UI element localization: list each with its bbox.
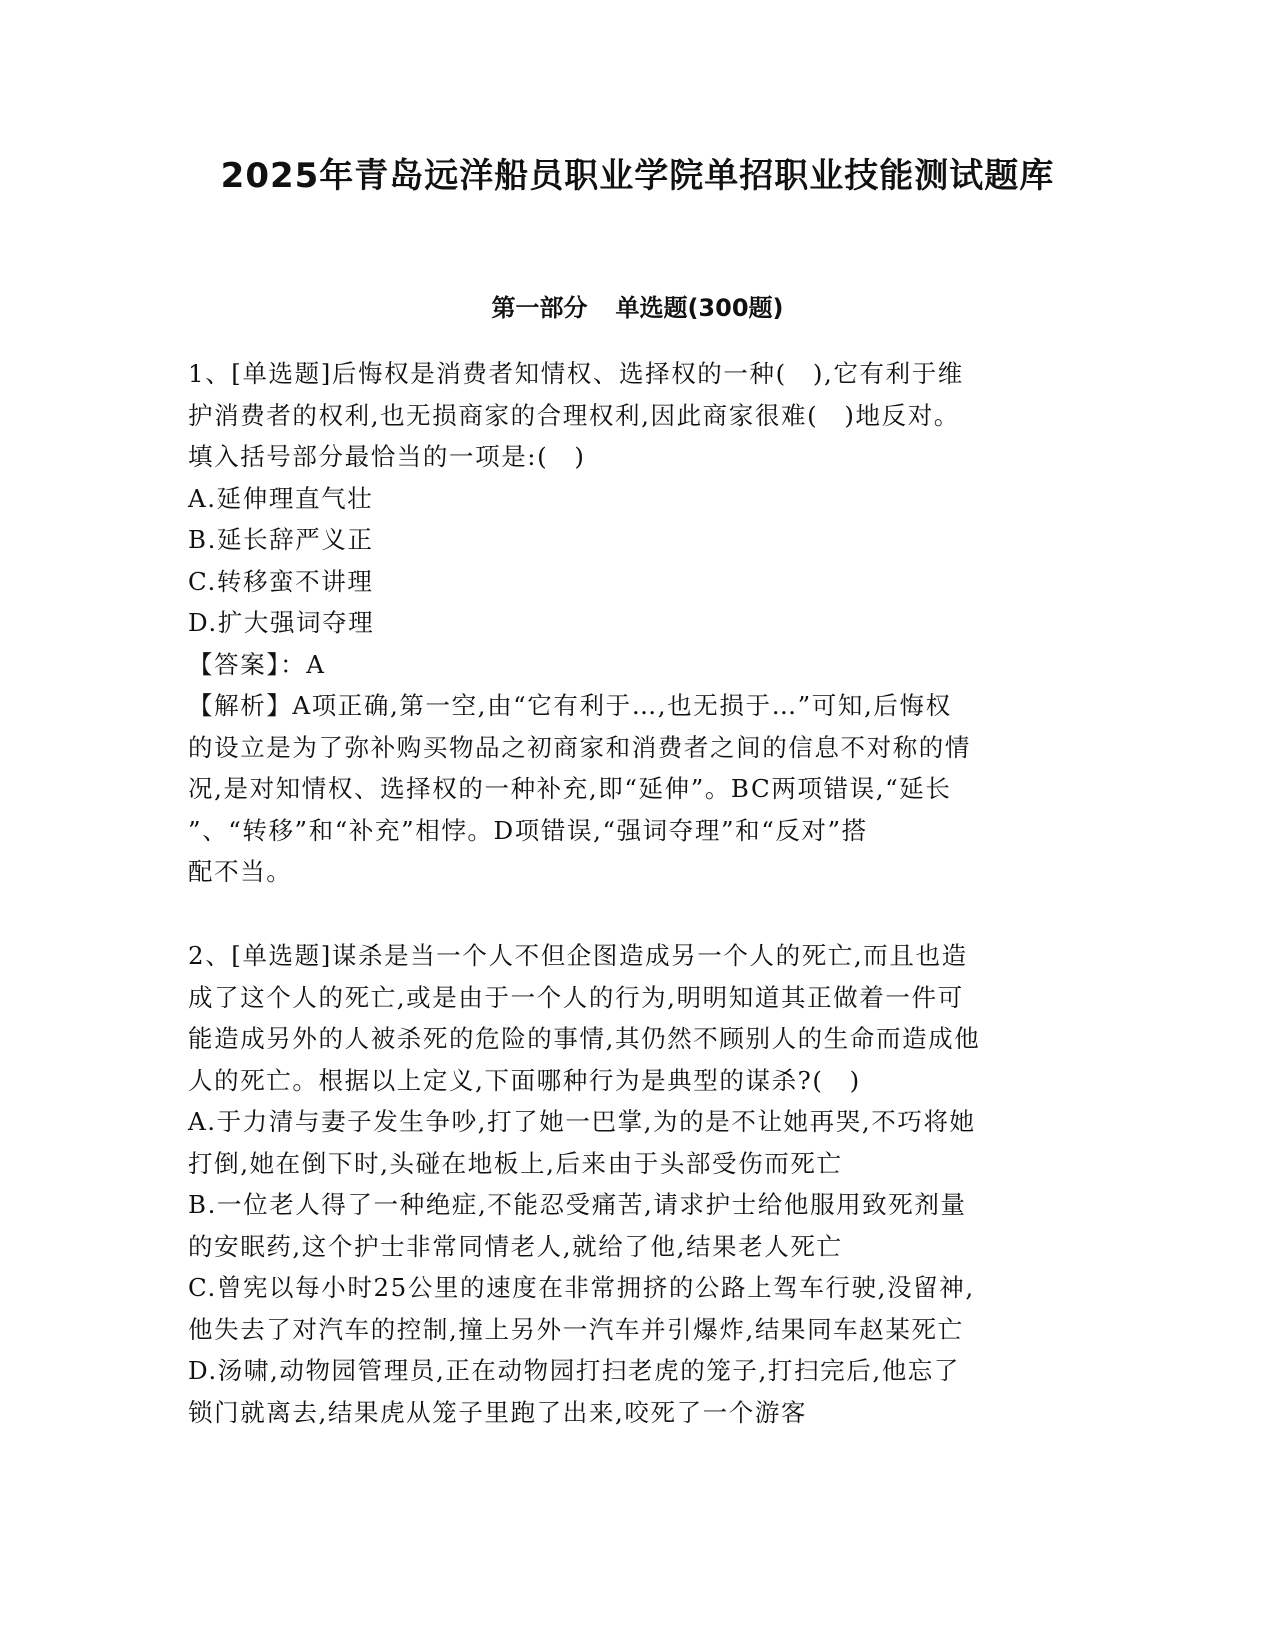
option-c-cont: 他失去了对汽车的控制,撞上另外一汽车并引爆炸,结果同车赵某死亡 (188, 1314, 964, 1344)
option-a: A.于力清与妻子发生争吵,打了她一巴掌,为的是不让她再哭,不巧将她 (188, 1107, 976, 1136)
section-heading (0, 288, 1275, 323)
option-a: A.延伸理直气壮 (188, 483, 374, 513)
analysis-line: 配不当。 (188, 857, 293, 886)
option-c: C.转移蛮不讲理 (188, 566, 374, 596)
analysis-line: 况,是对知情权、选择权的一种补充,即“延伸”。BC两项错误,“延长 (188, 774, 952, 803)
option-d: D.扩大强词夺理 (188, 608, 375, 637)
document-title: 2025年青岛远洋船员职业学院单招职业技能测试题库 (220, 156, 1055, 196)
question-line: 成了这个人的死亡,或是由于一个人的行为,明明知道其正做着一件可 (188, 982, 964, 1012)
analysis-line: 的设立是为了弥补购买物品之初商家和消费者之间的信息不对称的情 (188, 732, 971, 762)
question-line: 1、[单选题]后悔权是消费者知情权、选择权的一种( ),它有利于维 (188, 359, 964, 388)
section-part: 第一部分 (491, 294, 588, 322)
question-line: 人的死亡。根据以上定义,下面哪种行为是典型的谋杀?( ) (188, 1065, 861, 1095)
option-a-cont: 打倒,她在倒下时,头碰在地板上,后来由于头部受伤而死亡 (188, 1148, 843, 1178)
option-b: B.一位老人得了一种绝症,不能忍受痛苦,请求护士给他服用致死剂量 (188, 1190, 967, 1219)
option-c: C.曾宪以每小时25公里的速度在非常拥挤的公路上驾车行驶,没留神, (188, 1273, 975, 1302)
question-line: 护消费者的权利,也无损商家的合理权利,因此商家很难( )地反对。 (188, 400, 960, 430)
section-name: 单选题(300题) (615, 294, 784, 322)
question-line: 2、[单选题]谋杀是当一个人不但企图造成另一个人的死亡,而且也造 (188, 941, 968, 970)
analysis-line: ”、“转移”和“补充”相悖。D项错误,“强词夺理”和“反对”搭 (188, 815, 868, 845)
option-d: D.汤啸,动物园管理员,正在动物园打扫老虎的笼子,打扫完后,他忘了 (188, 1356, 961, 1385)
question-line: 能造成另外的人被杀死的危险的事情,其仍然不顾别人的生命而造成他 (188, 1024, 981, 1053)
question-1 (188, 353, 1088, 893)
option-b-cont: 的安眠药,这个护士非常同情老人,就给了他,结果老人死亡 (188, 1231, 843, 1261)
option-b: B.延长辞严义正 (188, 525, 374, 554)
question-line: 填入括号部分最恰当的一项是:( ) (188, 442, 586, 471)
option-d-cont: 锁门就离去,结果虎从笼子里跑了出来,咬死了一个游客 (188, 1397, 808, 1427)
answer-line: 【答案】：A (188, 649, 326, 679)
analysis-line: 【解析】A项正确,第一空,由“它有利于…,也无损于…”可知,后悔权 (188, 691, 952, 720)
question-2 (188, 935, 1088, 1433)
